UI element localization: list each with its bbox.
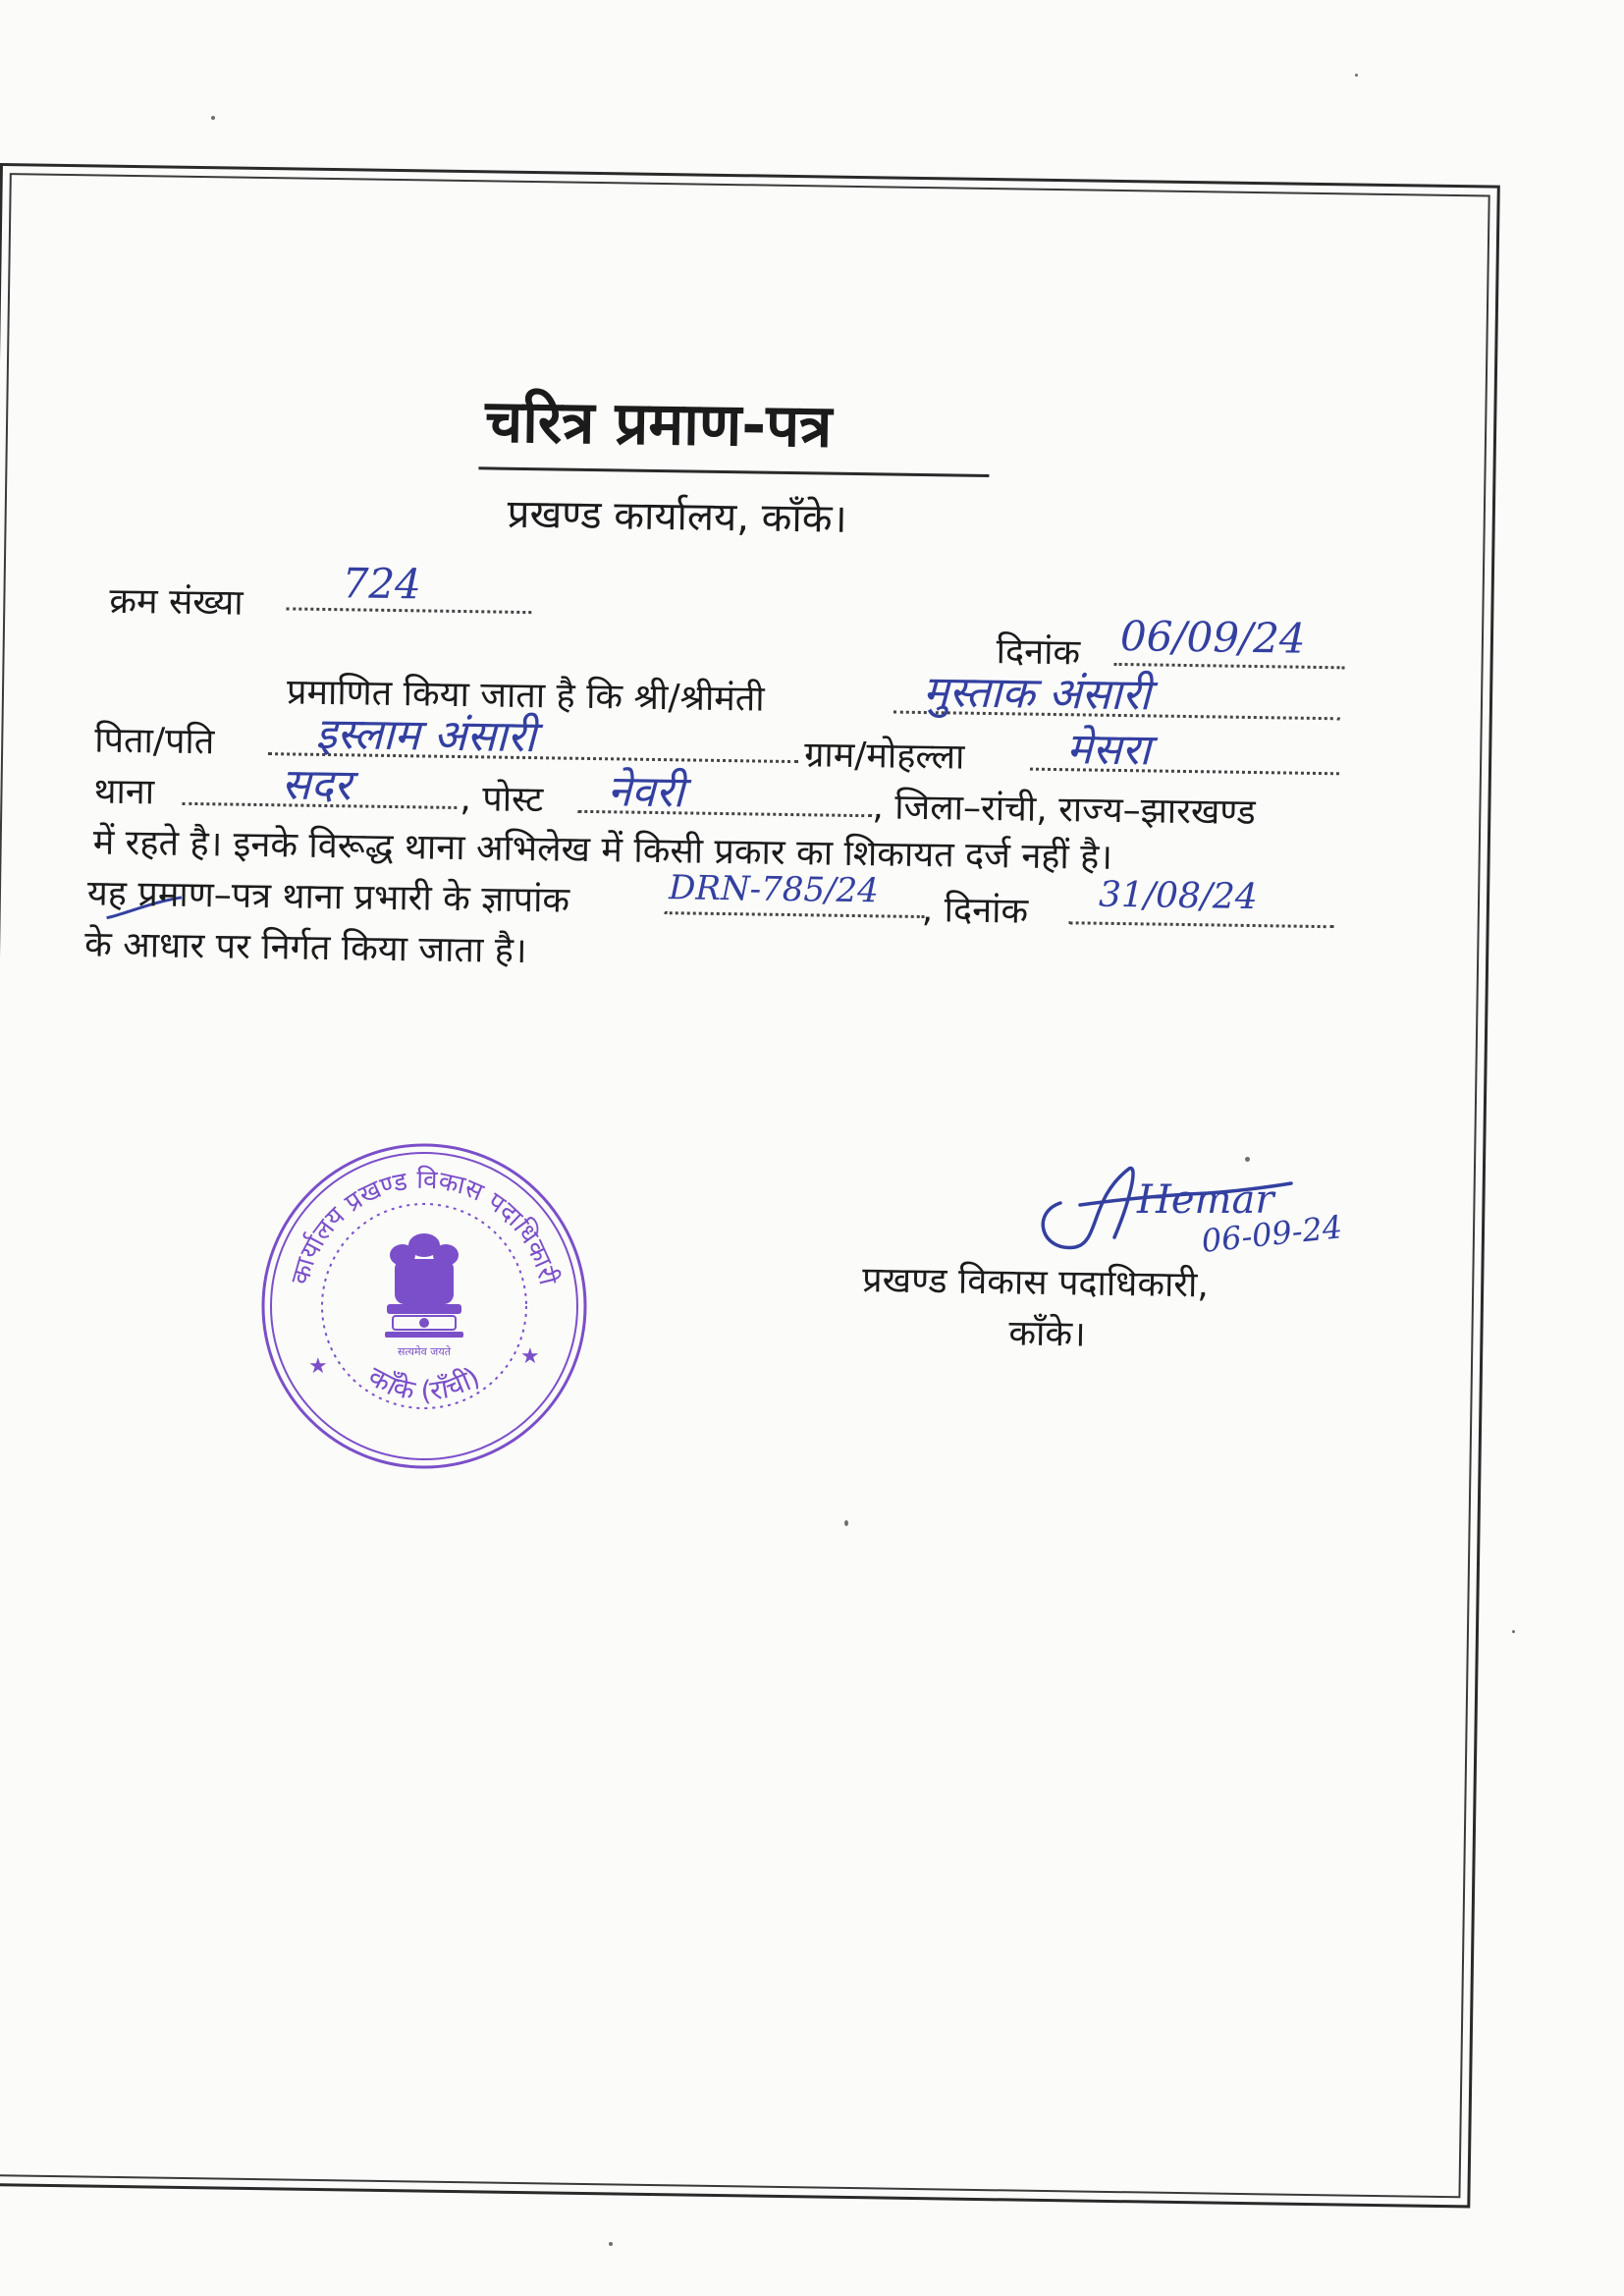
office-name: प्रखण्ड कार्यालय, काँके। (507, 491, 848, 542)
date-label: दिनांक (996, 631, 1081, 674)
certificate-title: चरित्र प्रमाण-पत्र (484, 387, 833, 462)
officer-signature (1021, 1144, 1355, 1282)
serial-value: 724 (342, 559, 422, 609)
scan-speck (211, 116, 215, 120)
seal-star-icon: ★ (308, 1354, 328, 1379)
serial-label: क्रम संख्या (109, 580, 244, 624)
village-label: ग्राम/मोहल्ला (803, 735, 965, 778)
national-emblem-icon (385, 1233, 463, 1338)
officer-place: काँके। (1008, 1313, 1086, 1355)
memo-date: 31/08/24 (1098, 874, 1259, 918)
memo-date-label: , दिनांक (921, 890, 1029, 932)
scan-speck (609, 2242, 613, 2246)
father-name: इस्लाम अंसारी (315, 708, 537, 763)
date-value: 06/09/24 (1119, 611, 1306, 663)
district-state-text: , जिला–रांची, राज्य–झारखण्ड (872, 787, 1257, 834)
seal-text-top: कार्यालय प्रखण्ड विकास पदाधिकारी (285, 1165, 563, 1288)
officer-designation: प्रखण्ड विकास पदाधिकारी, (861, 1260, 1210, 1306)
body-line-3: के आधार पर निर्गत किया जाता है। (83, 924, 527, 972)
seal-star-icon: ★ (520, 1344, 540, 1369)
certify-text: प्रमाणित किया जाता है कि श्री/श्रीमंती (286, 672, 765, 720)
post-label: , पोस्ट (460, 779, 544, 821)
seal-motto: सत्यमेव जयते (397, 1345, 452, 1358)
scan-speck (1512, 1630, 1515, 1633)
person-name: मुस्ताक अंसारी (922, 667, 1152, 721)
seal-text-bottom: काँके (राँची) (362, 1359, 486, 1407)
body-line-1: में रहते है। इनके विरूद्ध थाना अभिलेख में किसी प्रकार का शिकायत दर्ज नहीं है। (92, 822, 1113, 878)
father-label: पिता/पति (93, 720, 215, 763)
signature-date: 06-09-24 (1199, 1208, 1344, 1260)
post-name: नेवरी (607, 766, 685, 818)
thana-name: सदर (281, 759, 352, 811)
signature-scrawl: Hemar (1137, 1177, 1274, 1223)
village-name: मेसरा (1065, 724, 1152, 776)
thana-label: थाना (93, 771, 155, 813)
body-line-2-prefix: यह प्रमाण–पत्र थाना प्रभारी के ज्ञापांक (86, 873, 570, 921)
official-seal (257, 1139, 591, 1473)
memo-number: DRN-785/24 (668, 868, 880, 911)
scan-speck (1355, 74, 1358, 77)
